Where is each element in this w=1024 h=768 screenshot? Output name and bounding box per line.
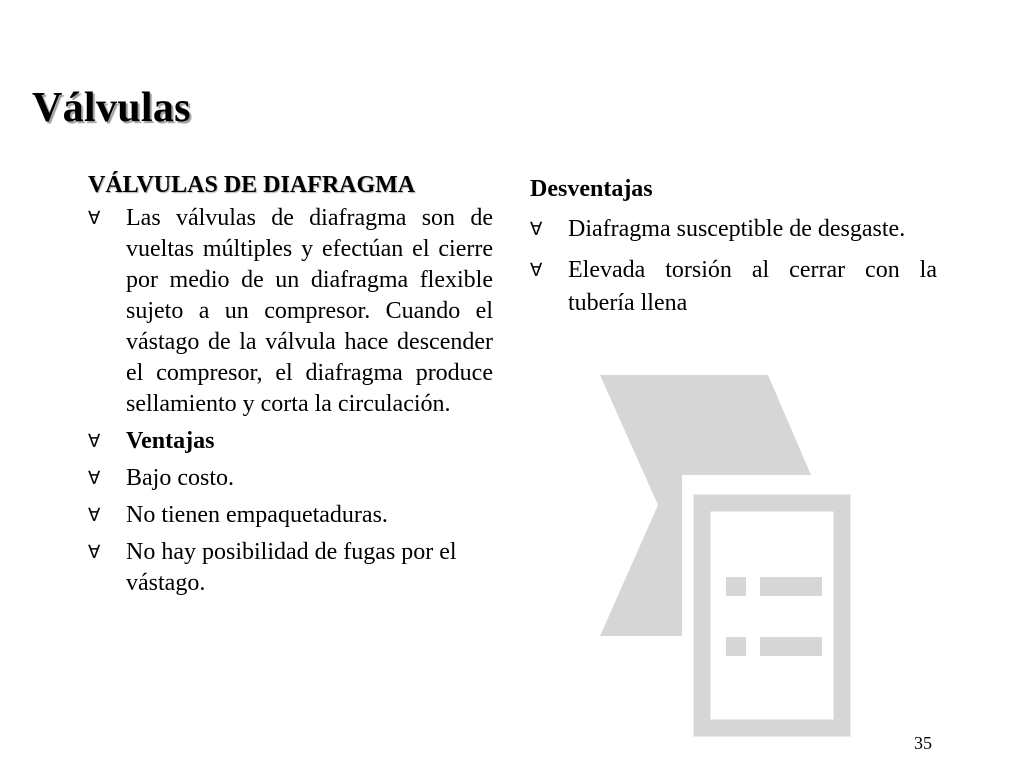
content-placeholder-icon[interactable]	[600, 375, 852, 738]
section-heading-desventajas: Desventajas	[530, 176, 653, 202]
section-heading-diafragma: VÁLVULAS DE DIAFRAGMA	[88, 172, 416, 198]
bullet-icon: ∀	[530, 260, 543, 281]
slide-title: Válvulas	[32, 85, 191, 131]
list-item	[530, 213, 937, 246]
list-item-text: Diafragma susceptible de desgaste.	[568, 216, 906, 242]
list-item	[88, 426, 493, 457]
list-item-text: No tienen empaquetaduras.	[126, 502, 388, 528]
right-column	[530, 173, 937, 320]
bullet-icon: ∀	[88, 505, 101, 526]
list-item	[88, 203, 493, 420]
bullet-icon: ∀	[88, 542, 101, 563]
bullet-icon: ∀	[530, 219, 543, 240]
left-column	[88, 170, 493, 599]
bullet-icon: ∀	[88, 468, 101, 489]
bullet-icon: ∀	[88, 208, 101, 229]
list-item	[88, 537, 493, 599]
list-item	[88, 500, 493, 531]
list-item-text: Elevada torsión al cerrar con la tubería llena	[568, 257, 937, 316]
page-number: 35	[914, 733, 932, 753]
list-item-text: Bajo costo.	[126, 465, 234, 491]
bullet-icon: ∀	[88, 431, 101, 452]
list-item-text: No hay posibilidad de fugas por el vástago.	[126, 539, 457, 596]
list-item	[530, 254, 937, 320]
ventajas-heading: Ventajas	[126, 428, 215, 454]
list-item-text: Las válvulas de diafragma son de vueltas múltiples y efectúan el cierre por medio de un diafragma flexible sujeto a un compresor. Cuando el vástago de la válvula hace descender el compresor, el diafragma produce sellamiento y corta la circulación.	[126, 205, 493, 417]
left-bullet-list	[88, 203, 493, 599]
right-bullet-list	[530, 213, 937, 320]
list-item	[88, 463, 493, 494]
